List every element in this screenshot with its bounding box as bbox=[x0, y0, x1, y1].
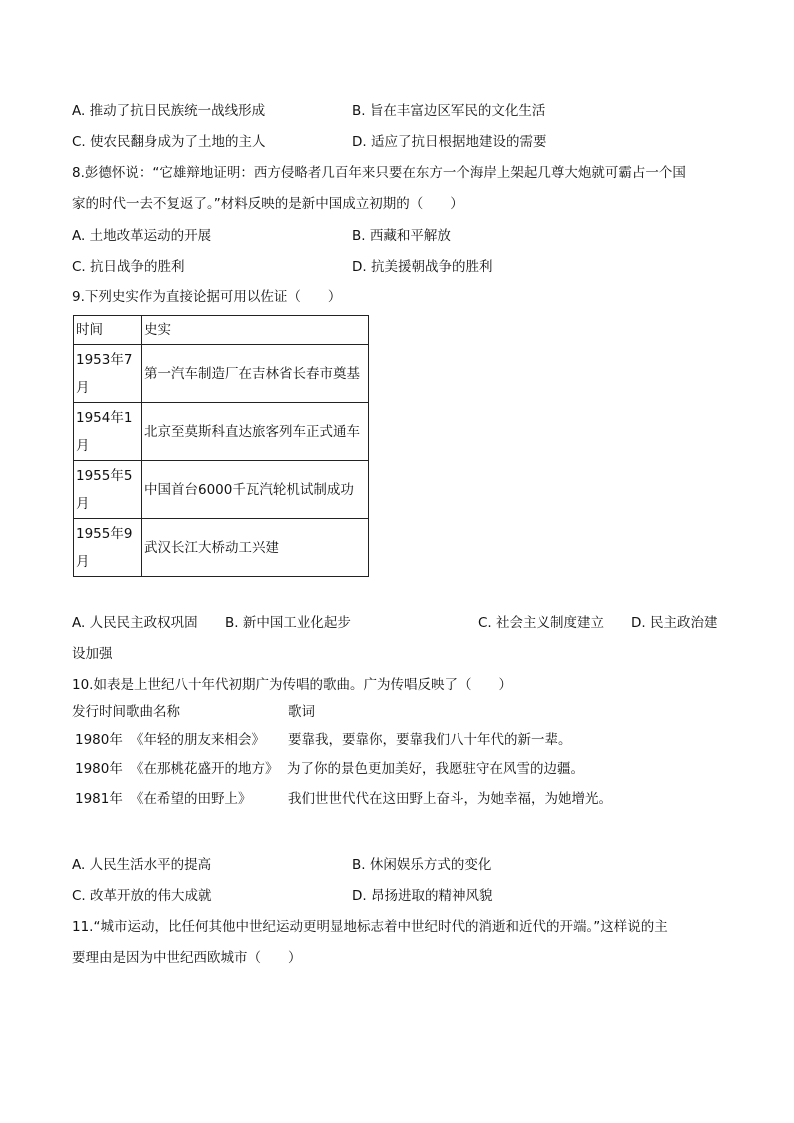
table-cell-time: 1954年1月 bbox=[74, 403, 142, 461]
table-row bbox=[74, 345, 369, 403]
table-row bbox=[74, 403, 369, 461]
q9-stem: 9.下列史实作为直接论据可用以佐证（ ） bbox=[72, 289, 342, 305]
song-lyrics: 为了你的景色更加美好，我愿驻守在风雪的边疆。 bbox=[287, 761, 584, 777]
song-title: 《在希望的田野上》 bbox=[130, 791, 252, 807]
song-year: 1980年 bbox=[75, 761, 123, 777]
song-lyrics: 要靠我，要靠你，要靠我们八十年代的新一辈。 bbox=[288, 732, 572, 748]
q7-option-d: D. 适应了抗日根据地建设的需要 bbox=[352, 134, 547, 150]
table-header-time: 时间 bbox=[74, 316, 142, 345]
table-cell-time: 1955年9月 bbox=[74, 519, 142, 577]
table-cell-event: 武汉长江大桥动工兴建 bbox=[142, 519, 369, 577]
table-cell-event: 第一汽车制造厂在吉林省长春市奠基 bbox=[142, 345, 369, 403]
q9-option-c: C. 社会主义制度建立 bbox=[478, 615, 605, 631]
table-row bbox=[74, 461, 369, 519]
song-year: 1981年 bbox=[75, 791, 123, 807]
q9-option-d-continued: 设加强 bbox=[72, 646, 113, 662]
q9-option-d: D. 民主政治建 bbox=[631, 615, 718, 631]
q8-option-a: A. 土地改革运动的开展 bbox=[72, 228, 212, 244]
table-cell-time: 1953年7月 bbox=[74, 345, 142, 403]
q10-stem: 10.如表是上世纪八十年代初期广为传唱的歌曲。广为传唱反映了（ ） bbox=[72, 677, 512, 693]
table-cell-event: 中国首台6000千瓦汽轮机试制成功 bbox=[142, 461, 369, 519]
q7-option-c: C. 使农民翻身成为了土地的主人 bbox=[72, 134, 266, 150]
q8-option-d: D. 抗美援朝战争的胜利 bbox=[352, 259, 493, 275]
table-header-row bbox=[74, 316, 369, 345]
table-cell-event: 北京至莫斯科直达旅客列车正式通车 bbox=[142, 403, 369, 461]
song-header-time-name: 发行时间歌曲名称 bbox=[72, 704, 180, 720]
song-title: 《在那桃花盛开的地方》 bbox=[130, 761, 279, 777]
q10-option-c: C. 改革开放的伟大成就 bbox=[72, 888, 212, 904]
song-header-lyrics: 歌词 bbox=[288, 704, 315, 720]
q8-stem-line2: 家的时代一去不复返了。”材料反映的是新中国成立初期的（ ） bbox=[72, 196, 464, 212]
q9-option-a: A. 人民民主政权巩固 bbox=[72, 615, 198, 631]
q7-option-b: B. 旨在丰富边区军民的文化生活 bbox=[352, 103, 546, 119]
song-year: 1980年 bbox=[75, 732, 123, 748]
q9-history-table bbox=[73, 315, 369, 577]
q8-option-c: C. 抗日战争的胜利 bbox=[72, 259, 185, 275]
q10-option-a: A. 人民生活水平的提高 bbox=[72, 857, 212, 873]
q8-option-b: B. 西藏和平解放 bbox=[352, 228, 451, 244]
table-row bbox=[74, 519, 369, 577]
q7-option-a: A. 推动了抗日民族统一战线形成 bbox=[72, 103, 266, 119]
q11-stem-line2: 要理由是因为中世纪西欧城市（ ） bbox=[72, 950, 302, 966]
q8-stem-line1: 8.彭德怀说：“它雄辩地证明：西方侵略者几百年来只要在东方一个海岸上架起几尊大炮就可霸占一个国 bbox=[72, 165, 686, 181]
q10-option-d: D. 昂扬进取的精神风貌 bbox=[352, 888, 493, 904]
q9-option-b: B. 新中国工业化起步 bbox=[225, 615, 351, 631]
table-header-event: 史实 bbox=[142, 316, 369, 345]
song-lyrics: 我们世世代代在这田野上奋斗，为她幸福，为她增光。 bbox=[288, 791, 612, 807]
q10-option-b: B. 休闲娱乐方式的变化 bbox=[352, 857, 492, 873]
song-title: 《年轻的朋友来相会》 bbox=[130, 732, 265, 748]
table-cell-time: 1955年5月 bbox=[74, 461, 142, 519]
q11-stem-line1: 11.“城市运动，比任何其他中世纪运动更明显地标志着中世纪时代的消逝和近代的开端。”这样说的主 bbox=[72, 919, 668, 935]
